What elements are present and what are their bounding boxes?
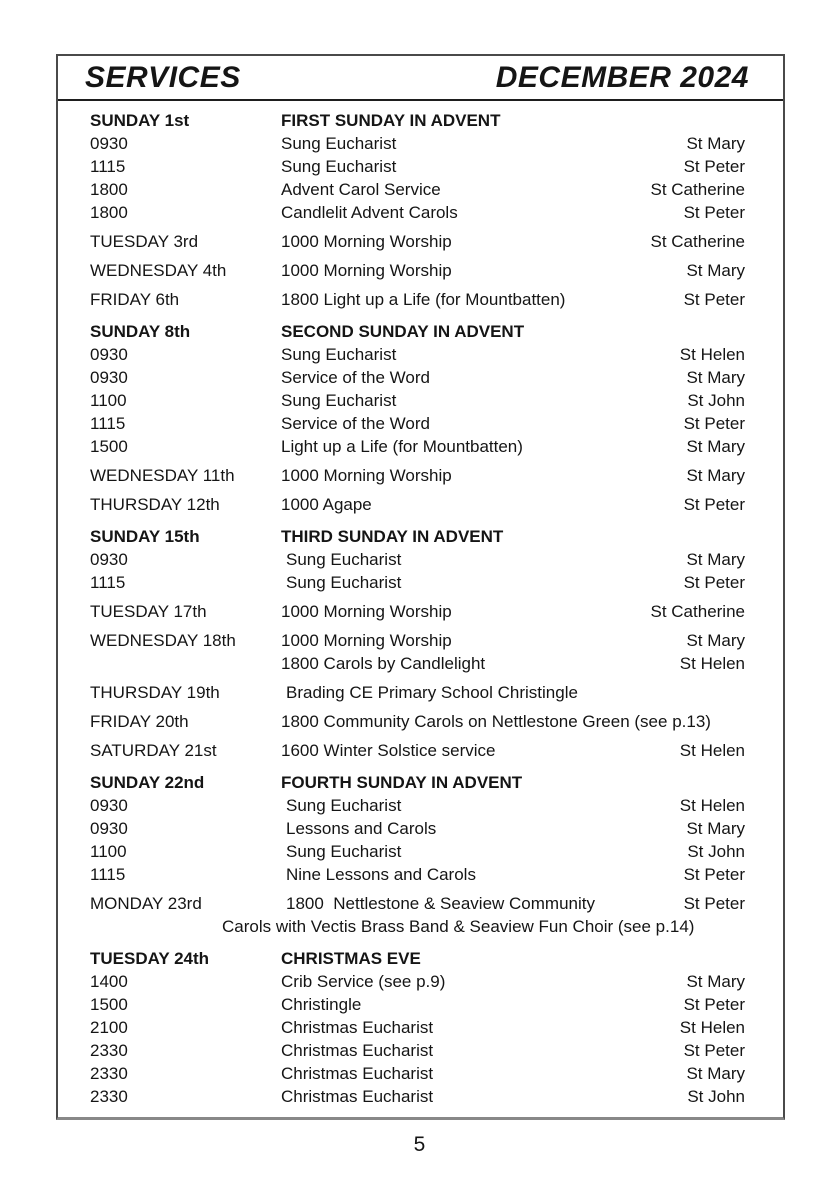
- time-cell: FRIDAY 20th: [90, 712, 189, 731]
- time-cell: 2330: [90, 1041, 128, 1060]
- time-cell: SATURDAY 21st: [90, 741, 217, 760]
- service-cell: 1800 Nettlestone & Seaview Community: [286, 894, 595, 913]
- time-cell: 1115: [90, 573, 126, 592]
- time-cell: WEDNESDAY 18th: [90, 631, 236, 650]
- service-cell: Candlelit Advent Carols: [281, 203, 458, 222]
- service-row: [90, 493, 745, 516]
- location-cell: St Peter: [683, 414, 745, 433]
- location-cell: St Catherine: [650, 180, 745, 199]
- day-block: [90, 230, 745, 253]
- day-cell: SUNDAY 1st: [90, 111, 190, 130]
- service-cell: Light up a Life (for Mountbatten): [281, 437, 523, 456]
- day-block: [90, 600, 745, 623]
- time-cell: 1500: [90, 437, 128, 456]
- time-cell: 1800: [90, 180, 128, 199]
- location-cell: St Helen: [679, 345, 745, 364]
- service-cell: Sung Eucharist: [281, 391, 397, 410]
- day-cell: SUNDAY 22nd: [90, 773, 205, 792]
- location-cell: St Catherine: [650, 602, 745, 621]
- time-cell: 1100: [90, 391, 127, 410]
- day-header-row: [90, 109, 745, 132]
- service-row: [90, 288, 745, 311]
- service-row: [90, 1062, 745, 1085]
- location-cell: St Mary: [686, 134, 745, 153]
- day-cell: SUNDAY 15th: [90, 527, 200, 546]
- page-number: 5: [413, 1133, 426, 1156]
- service-cell: SECOND SUNDAY IN ADVENT: [281, 322, 525, 341]
- day-block: [90, 947, 745, 1108]
- continuation-line: Carols with Vectis Brass Band & Seaview Fun Choir (see p.14): [222, 917, 695, 936]
- day-block: [90, 739, 745, 762]
- service-row: [90, 201, 745, 224]
- day-block: [90, 493, 745, 516]
- service-row: [90, 412, 745, 435]
- service-row: [90, 681, 745, 704]
- service-cell: Sung Eucharist: [281, 134, 397, 153]
- service-cell: 1000 Morning Worship: [281, 261, 452, 280]
- location-cell: St Helen: [679, 796, 745, 815]
- service-row: [90, 155, 745, 178]
- time-cell: 2330: [90, 1064, 128, 1083]
- location-cell: St Mary: [686, 972, 745, 991]
- time-cell: 1115: [90, 414, 126, 433]
- services-panel: [56, 54, 785, 1120]
- page-title: SERVICES: [85, 61, 241, 94]
- day-header-row: [90, 947, 745, 970]
- service-row: [90, 892, 745, 915]
- service-cell: 1000 Morning Worship: [281, 466, 452, 485]
- location-cell: St Helen: [679, 741, 745, 760]
- service-cell: Service of the Word: [281, 368, 430, 387]
- location-cell: St Peter: [683, 865, 745, 884]
- service-cell: Nine Lessons and Carols: [286, 865, 476, 884]
- time-cell: WEDNESDAY 11th: [90, 466, 235, 485]
- day-block: [90, 771, 745, 886]
- time-cell: THURSDAY 19th: [90, 683, 220, 702]
- time-cell: 0930: [90, 819, 128, 838]
- service-row: [90, 993, 745, 1016]
- service-row: [90, 548, 745, 571]
- service-row: [90, 817, 745, 840]
- service-row: [90, 629, 745, 652]
- time-cell: TUESDAY 3rd: [90, 232, 199, 251]
- time-cell: FRIDAY 6th: [90, 290, 180, 309]
- service-cell: 1000 Agape: [281, 495, 372, 514]
- location-cell: St Mary: [686, 466, 745, 485]
- location-cell: St Catherine: [650, 232, 745, 251]
- time-cell: MONDAY 23rd: [90, 894, 202, 913]
- time-cell: 1100: [90, 842, 127, 861]
- time-cell: 1400: [90, 972, 128, 991]
- day-block: [90, 320, 745, 458]
- service-cell: Lessons and Carols: [286, 819, 437, 838]
- time-cell: 2100: [90, 1018, 128, 1037]
- day-block: [90, 288, 745, 311]
- location-cell: St Peter: [683, 495, 745, 514]
- time-cell: 0930: [90, 345, 128, 364]
- service-row: [90, 600, 745, 623]
- service-cell: Christmas Eucharist: [281, 1018, 434, 1037]
- service-row: [90, 230, 745, 253]
- service-cell: Sung Eucharist: [281, 345, 397, 364]
- location-cell: St Peter: [683, 995, 745, 1014]
- service-cell: Christmas Eucharist: [281, 1087, 434, 1106]
- service-row: [90, 1039, 745, 1062]
- location-cell: St Mary: [686, 631, 745, 650]
- service-row: [90, 970, 745, 993]
- service-cell: Sung Eucharist: [281, 157, 397, 176]
- location-cell: St John: [687, 842, 745, 861]
- time-cell: 0930: [90, 368, 128, 387]
- service-cell: Crib Service (see p.9): [281, 972, 446, 991]
- location-cell: St Peter: [683, 203, 745, 222]
- day-block: [90, 710, 745, 733]
- location-cell: St Mary: [686, 550, 745, 569]
- time-cell: WEDNESDAY 4th: [90, 261, 227, 280]
- service-cell: Christmas Eucharist: [281, 1041, 434, 1060]
- location-cell: St John: [687, 391, 745, 410]
- time-cell: 1500: [90, 995, 128, 1014]
- time-cell: [90, 652, 281, 675]
- service-cell: 1800 Light up a Life (for Mountbatten): [281, 290, 566, 309]
- day-block: [90, 259, 745, 282]
- service-cell: CHRISTMAS EVE: [281, 949, 421, 968]
- service-row: [90, 132, 745, 155]
- service-row: [90, 259, 745, 282]
- day-block: [90, 892, 745, 938]
- time-cell: 2330: [90, 1087, 128, 1106]
- service-cell: Sung Eucharist: [286, 573, 402, 592]
- time-cell: TUESDAY 17th: [90, 602, 207, 621]
- location-cell: St Peter: [683, 290, 745, 309]
- service-cell: Sung Eucharist: [286, 796, 402, 815]
- service-row: [90, 710, 745, 733]
- time-cell: 1115: [90, 865, 126, 884]
- location-cell: St Mary: [686, 819, 745, 838]
- location-cell: St Mary: [686, 261, 745, 280]
- time-cell: 0930: [90, 134, 128, 153]
- service-row: [90, 652, 745, 675]
- time-cell: 1115: [90, 157, 126, 176]
- day-cell: SUNDAY 8th: [90, 322, 191, 341]
- service-cell: Sung Eucharist: [286, 842, 402, 861]
- day-cell: TUESDAY 24th: [90, 949, 210, 968]
- location-cell: St Mary: [686, 368, 745, 387]
- service-cell: 1800 Carols by Candlelight: [281, 654, 486, 673]
- day-block: [90, 109, 745, 224]
- time-cell: 0930: [90, 796, 128, 815]
- service-cell: Sung Eucharist: [286, 550, 402, 569]
- service-cell: 1800 Community Carols on Nettlestone Green (see p.13): [281, 712, 711, 731]
- service-cell: Brading CE Primary School Christingle: [286, 683, 578, 702]
- service-row: [90, 571, 745, 594]
- service-cell: 1600 Winter Solstice service: [281, 741, 496, 760]
- service-cell: 1000 Morning Worship: [281, 232, 452, 251]
- service-row: [90, 1016, 745, 1039]
- location-cell: St Mary: [686, 1064, 745, 1083]
- service-row: [90, 435, 745, 458]
- service-cell: 1000 Morning Worship: [281, 602, 452, 621]
- day-block: [90, 681, 745, 704]
- location-cell: St Peter: [683, 894, 745, 913]
- location-cell: St John: [687, 1087, 745, 1106]
- service-row: [90, 464, 745, 487]
- service-cell: THIRD SUNDAY IN ADVENT: [281, 527, 504, 546]
- panel-header: [58, 56, 783, 101]
- service-cell: 1000 Morning Worship: [281, 631, 452, 650]
- service-row: [90, 366, 745, 389]
- location-cell: St Peter: [683, 157, 745, 176]
- service-cell: FOURTH SUNDAY IN ADVENT: [281, 773, 523, 792]
- time-cell: 0930: [90, 550, 128, 569]
- service-row: [90, 840, 745, 863]
- location-cell: St Peter: [683, 1041, 745, 1060]
- service-row: [90, 1085, 745, 1108]
- header-date: DECEMBER 2024: [495, 61, 749, 94]
- time-cell: 1800: [90, 203, 128, 222]
- service-row: [90, 178, 745, 201]
- service-row: [90, 343, 745, 366]
- day-block: [90, 525, 745, 594]
- day-header-row: [90, 525, 745, 548]
- day-header-row: [90, 320, 745, 343]
- day-header-row: [90, 771, 745, 794]
- services-schedule: [58, 101, 783, 1117]
- service-cell: FIRST SUNDAY IN ADVENT: [281, 111, 501, 130]
- service-cell: Service of the Word: [281, 414, 430, 433]
- location-cell: St Helen: [679, 1018, 745, 1037]
- service-row: [90, 739, 745, 762]
- service-cell: Advent Carol Service: [281, 180, 441, 199]
- day-block: [90, 629, 745, 675]
- service-row: [90, 794, 745, 817]
- time-cell: THURSDAY 12th: [90, 495, 220, 514]
- location-cell: St Peter: [683, 573, 745, 592]
- day-block: [90, 464, 745, 487]
- service-cell: Christingle: [281, 995, 362, 1014]
- location-cell: St Mary: [686, 437, 745, 456]
- service-row: [90, 863, 745, 886]
- service-cell: Christmas Eucharist: [281, 1064, 434, 1083]
- location-cell: St Helen: [679, 654, 745, 673]
- service-row: [90, 389, 745, 412]
